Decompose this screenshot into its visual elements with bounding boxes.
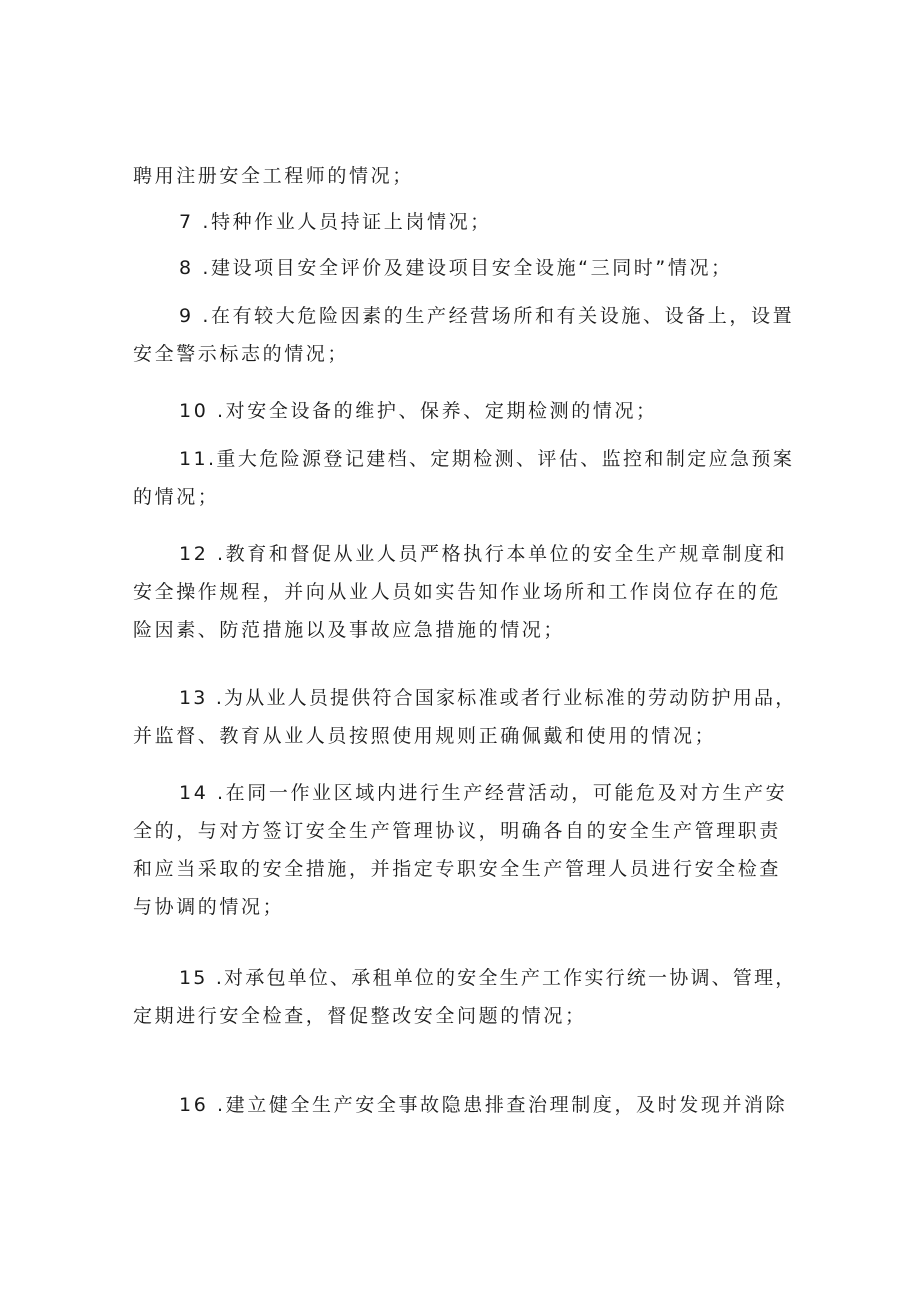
paragraph-item-7 <box>133 203 798 241</box>
text-line: 12 .教育和督促从业人员严格执行本单位的安全生产规章制度和 <box>179 543 788 565</box>
paragraph-item-12 <box>133 535 798 649</box>
text-line: 与协调的情况； <box>133 896 285 918</box>
text-line: 聘用注册安全工程师的情况； <box>133 165 414 187</box>
paragraph-item-9 <box>133 297 798 373</box>
text-line: 全的，与对方签订安全生产管理协议，明确各自的安全生产管理职责 <box>133 820 782 842</box>
paragraph-item-15 <box>133 959 798 1035</box>
text-line: 15 .对承包单位、承租单位的安全生产工作实行统一协调、管理， <box>179 967 797 989</box>
text-line: 9 .在有较大危险因素的生产经营场所和有关设施、设备上，设置 <box>179 305 795 327</box>
text-line: 安全操作规程，并向从业人员如实告知作业场所和工作岗位存在的危 <box>133 581 782 603</box>
text-line: 14 .在同一作业区域内进行生产经营活动，可能危及对方生产安 <box>179 782 788 804</box>
text-line: 的情况； <box>133 486 220 508</box>
paragraph-item-13 <box>133 679 798 755</box>
text-line: 险因素、防范措施以及事故应急措施的情况； <box>133 619 566 641</box>
paragraph-item-11 <box>133 440 798 516</box>
text-line: 7 .特种作业人员持证上岗情况； <box>179 211 492 233</box>
text-line: 13 .为从业人员提供符合国家标准或者行业标准的劳动防护用品， <box>179 687 797 709</box>
text-line: 8 .建设项目安全评价及建设项目安全设施“三同时”情况； <box>179 257 733 279</box>
paragraph-continuation <box>133 157 798 195</box>
paragraph-item-10 <box>133 392 798 430</box>
text-line: 并监督、教育从业人员按照使用规则正确佩戴和使用的情况； <box>133 725 717 747</box>
text-line: 定期进行安全检查，督促整改安全问题的情况； <box>133 1005 587 1027</box>
text-line: 10 .对安全设备的维护、保养、定期检测的情况； <box>179 400 658 422</box>
text-line: 和应当采取的安全措施，并指定专职安全生产管理人员进行安全检查 <box>133 858 782 880</box>
text-line: 安全警示标志的情况； <box>133 343 350 365</box>
text-line: 16 .建立健全生产安全事故隐患排查治理制度，及时发现并消除 <box>179 1094 788 1116</box>
paragraph-item-8 <box>133 249 798 287</box>
paragraph-item-14 <box>133 774 798 926</box>
paragraph-item-16 <box>133 1086 798 1124</box>
text-line: 11.重大危险源登记建档、定期检测、评估、监控和制定应急预案 <box>179 448 795 470</box>
